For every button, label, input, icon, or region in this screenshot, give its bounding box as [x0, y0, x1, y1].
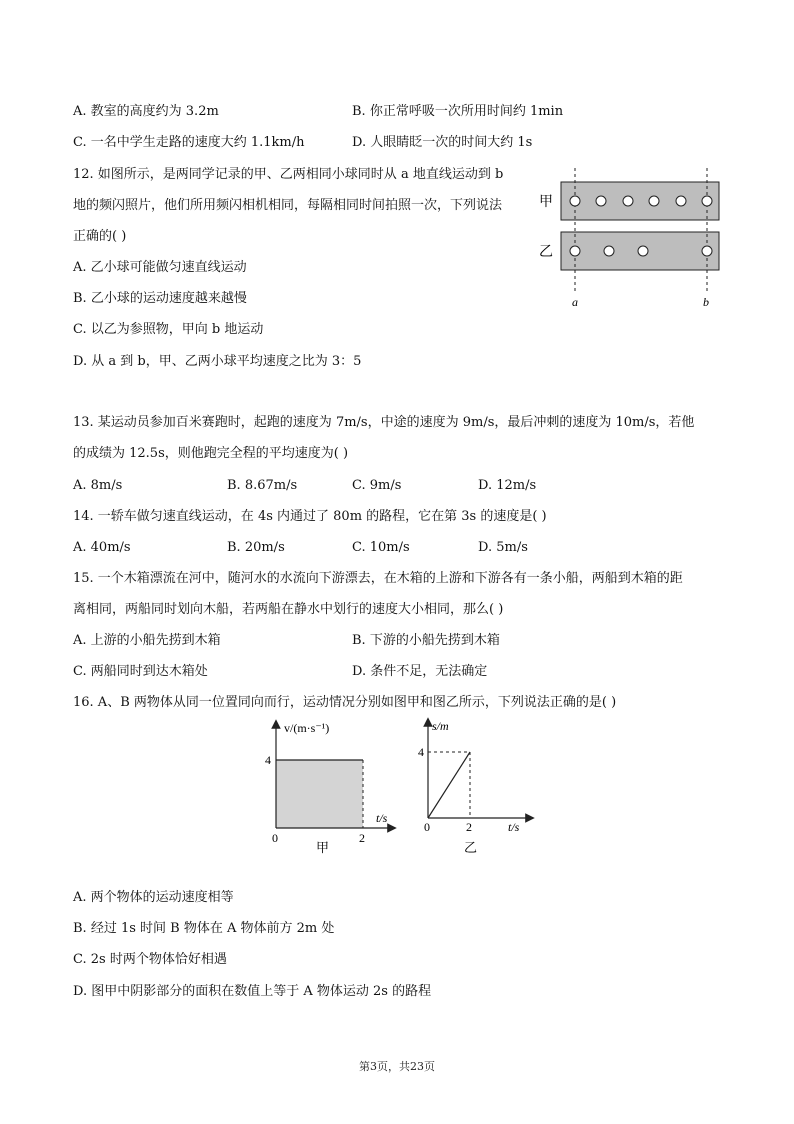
ball-jia-2 [596, 196, 606, 206]
q12-option-c: C. 以乙为参照物，甲向 b 地运动 [73, 322, 264, 337]
ball-yi-2 [604, 246, 614, 256]
page-number-footer: 第3页，共23页 [359, 1060, 435, 1073]
q13-stem-line1: 13. 某运动员参加百米赛跑时，起跑的速度为 7m/s，中途的速度为 9m/s，最后冲刺的速度为 10m/s，若他 [73, 415, 695, 430]
y-axis-label: v/(m·s⁻¹) [284, 721, 330, 735]
q12-stem-line3: 正确的( ) [73, 229, 127, 244]
ball-jia-6 [702, 196, 712, 206]
q16-option-a: A. 两个物体的运动速度相等 [73, 890, 234, 905]
q14-option-d: D. 5m/s [478, 540, 528, 555]
q12-option-b: B. 乙小球的运动速度越来越慢 [73, 291, 247, 306]
q16-option-b: B. 经过 1s 时间 B 物体在 A 物体前方 2m 处 [73, 921, 335, 936]
label-a: a [572, 295, 578, 309]
q11-option-a: A. 教室的高度约为 3.2m [73, 104, 219, 119]
q15-stem-line2: 离相同，两船同时划向木船，若两船在静水中划行的速度大小相同，那么( ) [73, 602, 504, 617]
q15-option-c: C. 两船同时到达木箱处 [73, 664, 208, 679]
q15-stem-line1: 15. 一个木箱漂流在河中，随河水的水流向下游漂去，在木箱的上游和下游各有一条小船，两船到木箱的距 [73, 571, 683, 586]
ball-jia-3 [623, 196, 633, 206]
x-tick-2: 2 [466, 820, 472, 834]
ball-yi-4 [702, 246, 712, 256]
q15-option-a: A. 上游的小船先捞到木箱 [73, 633, 221, 648]
x-tick-2: 2 [359, 831, 365, 845]
caption-yi: 乙 [464, 840, 478, 855]
x-axis-label: t/s [508, 820, 520, 834]
y-axis-label: s/m [432, 719, 449, 733]
q12-option-a: A. 乙小球可能做匀速直线运动 [73, 260, 247, 275]
q12-option-d: D. 从 a 到 b，甲、乙两小球平均速度之比为 3：5 [73, 354, 362, 369]
q16-option-d: D. 图甲中阴影部分的面积在数值上等于 A 物体运动 2s 的路程 [73, 984, 432, 999]
q13-option-c: C. 9m/s [352, 478, 402, 493]
q11-option-d: D. 人眼睛眨一次的时间大约 1s [352, 135, 533, 150]
strobe-photo-figure [535, 164, 735, 312]
label-jia: 甲 [539, 195, 553, 210]
origin-label: 0 [272, 831, 278, 845]
ball-yi-1 [570, 246, 580, 256]
q16-stem: 16. A、B 两物体从同一位置同向而行，运动情况分别如图甲和图乙所示，下列说法正确的是( ) [73, 695, 617, 710]
q16-option-c: C. 2s 时两个物体恰好相遇 [73, 952, 227, 967]
q12-stem-line2: 地的频闪照片，他们所用频闪相机相同，每隔相同时间拍照一次，下列说法 [73, 198, 503, 213]
label-yi: 乙 [539, 245, 553, 260]
caption-jia: 甲 [316, 840, 330, 855]
q13-option-a: A. 8m/s [73, 478, 123, 493]
q11-option-b: B. 你正常呼吸一次所用时间约 1min [352, 104, 564, 119]
q12-stem-line1: 12. 如图所示，是两同学记录的甲、乙两相同小球同时从 a 地直线运动到 b [73, 167, 504, 182]
graph-jia-vt [250, 716, 400, 858]
y-tick-4: 4 [265, 753, 271, 767]
shaded-area [276, 760, 363, 828]
q15-option-d: D. 条件不足，无法确定 [352, 664, 488, 679]
q14-option-b: B. 20m/s [227, 540, 285, 555]
x-axis-label: t/s [376, 811, 388, 825]
q14-option-a: A. 40m/s [73, 540, 131, 555]
graph-yi-st [412, 716, 542, 858]
q13-option-d: D. 12m/s [478, 478, 537, 493]
q11-option-c: C. 一名中学生走路的速度大约 1.1km/h [73, 135, 305, 150]
origin-label: 0 [424, 820, 430, 834]
q13-option-b: B. 8.67m/s [227, 478, 298, 493]
label-b: b [703, 295, 709, 309]
y-tick-4: 4 [418, 745, 424, 759]
ball-jia-1 [570, 196, 580, 206]
q14-stem: 14. 一轿车做匀速直线运动，在 4s 内通过了 80m 的路程，它在第 3s 的速度是( ) [73, 509, 547, 524]
displacement-line [428, 752, 470, 818]
ball-jia-5 [676, 196, 686, 206]
ball-jia-4 [649, 196, 659, 206]
strip-jia [561, 182, 719, 220]
q15-option-b: B. 下游的小船先捞到木箱 [352, 633, 500, 648]
ball-yi-3 [638, 246, 648, 256]
q13-stem-line2: 的成绩为 12.5s，则他跑完全程的平均速度为( ) [73, 446, 349, 461]
q14-option-c: C. 10m/s [352, 540, 410, 555]
